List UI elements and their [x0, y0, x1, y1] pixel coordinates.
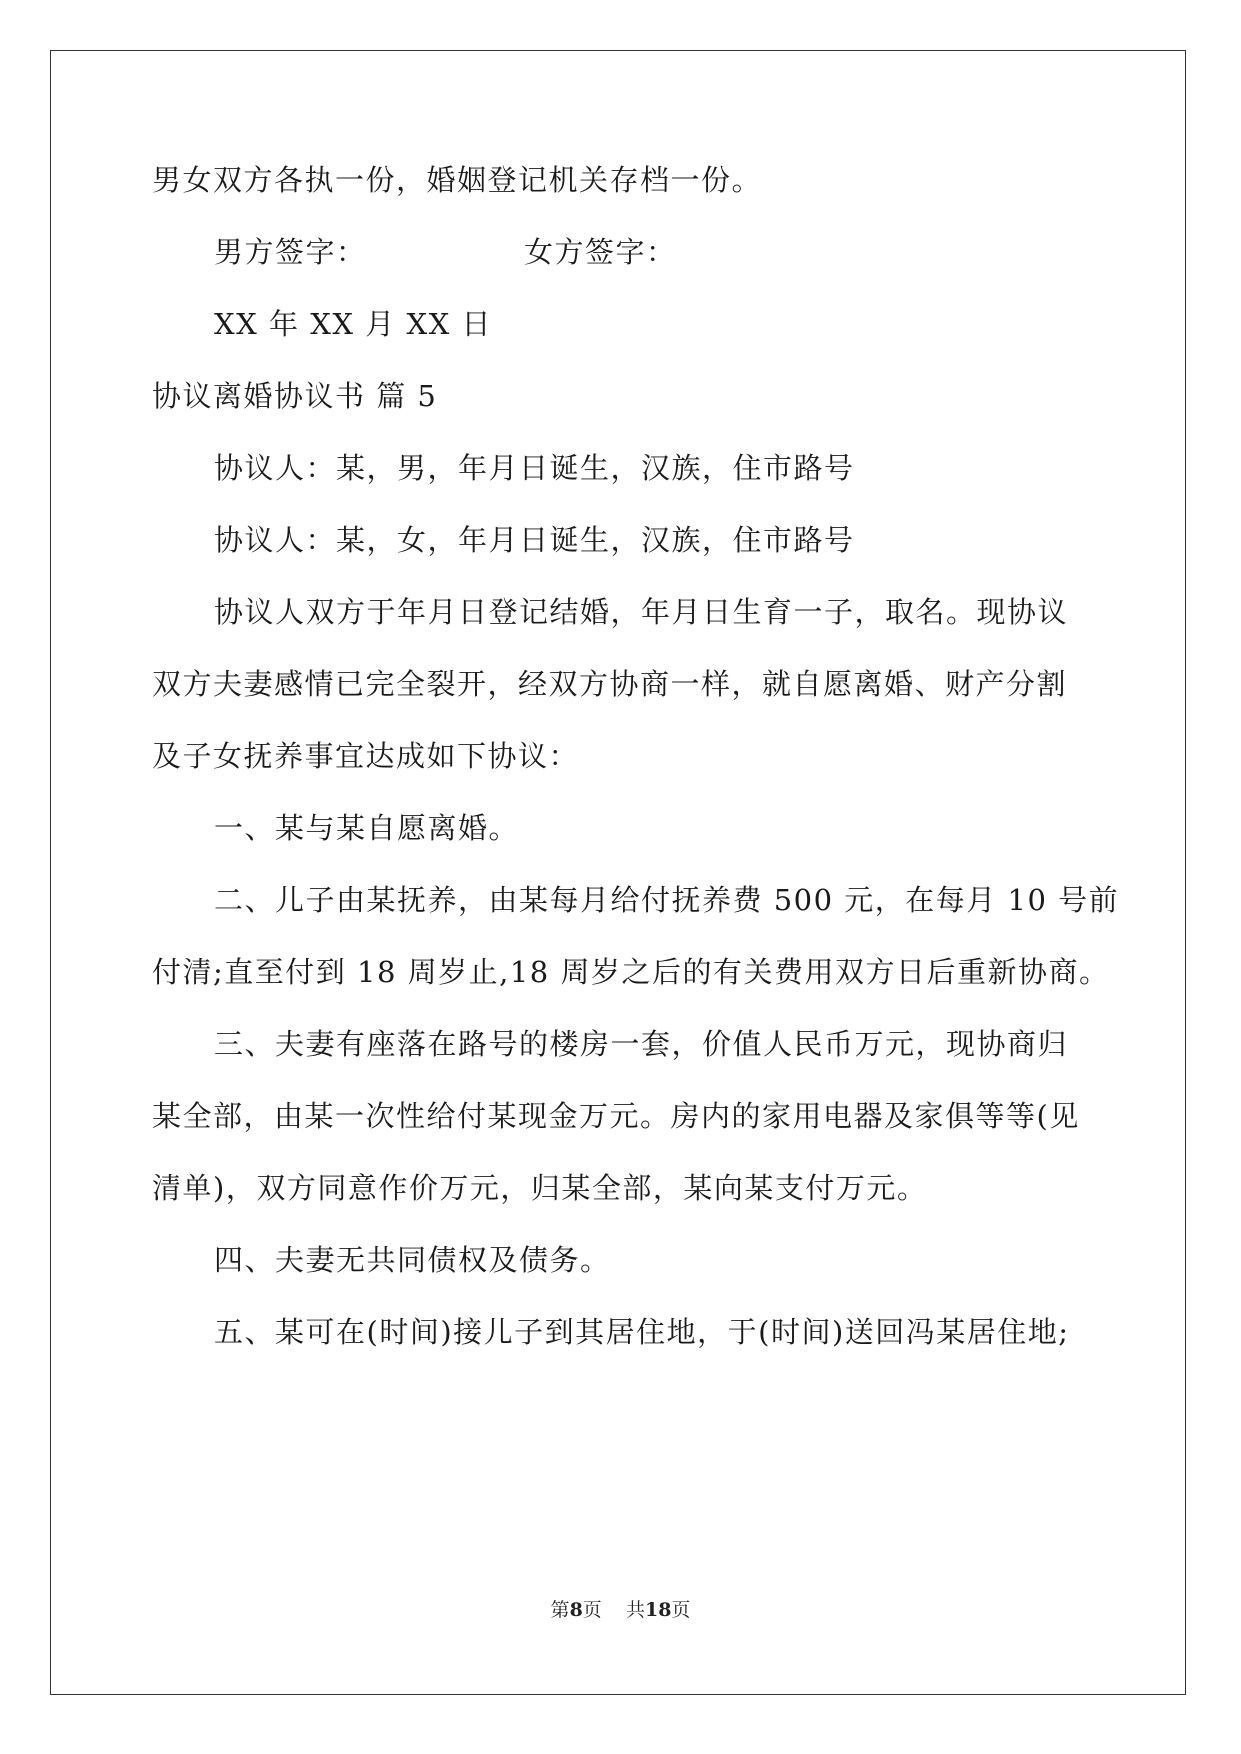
page-mid: 页 共	[582, 1599, 645, 1621]
page-suffix: 页	[671, 1599, 691, 1621]
male-signature-label: 男方签字：	[214, 235, 367, 269]
section-title: 协议离婚协议书 篇 5	[152, 379, 438, 413]
party-line: 协议人：某，男，年月日诞生，汉族，住市路号	[214, 451, 855, 485]
clause-line: 五、某可在(时间)接儿子到其居住地，于(时间)送回冯某居住地;	[214, 1315, 1070, 1349]
page-border	[50, 50, 1186, 1695]
clause-line: 四、夫妻无共同债权及债务。	[214, 1243, 611, 1277]
party-line: 协议人：某，女，年月日诞生，汉族，住市路号	[214, 523, 855, 557]
clause-line: 一、某与某自愿离婚。	[214, 811, 520, 845]
total-page-number: 18	[644, 1599, 672, 1621]
clause-line: 付清;直至付到 18 周岁止,18 周岁之后的有关费用双方日后重新协商。	[152, 955, 1110, 989]
paragraph-line: 及子女抚养事宜达成如下协议：	[152, 739, 580, 773]
page-prefix: 第	[550, 1599, 570, 1621]
clause-line: 三、夫妻有座落在路号的楼房一套，价值人民币万元，现协商归	[214, 1027, 1069, 1061]
page-number-footer	[0, 1598, 1241, 1622]
female-signature-label: 女方签字：	[524, 235, 677, 269]
current-page-number: 8	[569, 1599, 583, 1621]
clause-line: 二、儿子由某抚养，由某每月给付抚养费 500 元，在每月 10 号前	[214, 883, 1120, 917]
clause-line: 清单)，双方同意作价万元，归某全部，某向某支付万元。	[152, 1171, 928, 1205]
paragraph-line: 男女双方各执一份，婚姻登记机关存档一份。	[152, 163, 763, 197]
clause-line: 某全部，由某一次性给付某现金万元。房内的家用电器及家俱等等(见	[152, 1099, 1080, 1133]
date-line: XX 年 XX 月 XX 日	[214, 307, 492, 341]
paragraph-line: 双方夫妻感情已完全裂开，经双方协商一样，就自愿离婚、财产分割	[152, 667, 1068, 701]
paragraph-line: 协议人双方于年月日登记结婚，年月日生育一子，取名。现协议	[214, 595, 1069, 629]
